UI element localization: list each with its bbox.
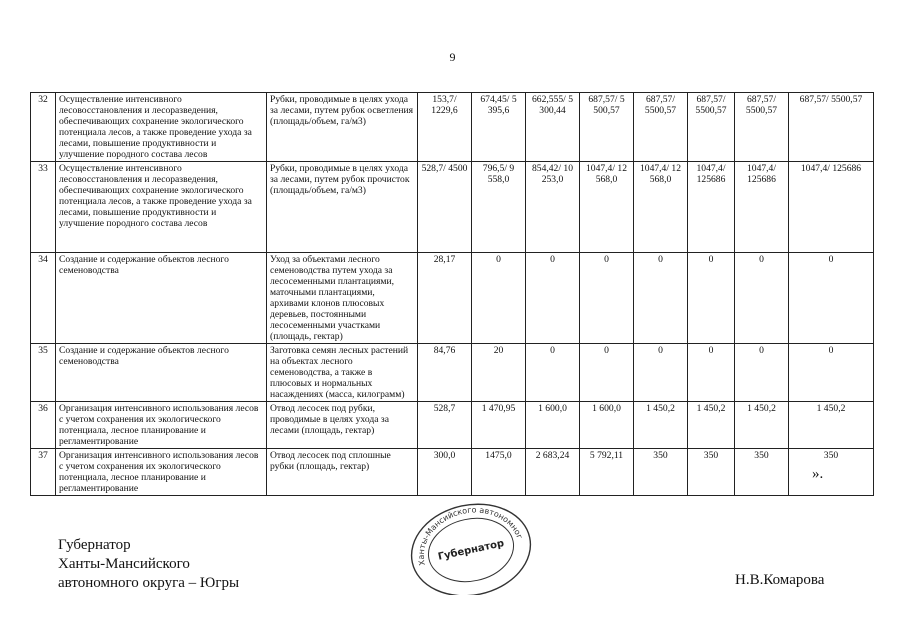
table-row	[31, 253, 874, 344]
value-cell: 0	[735, 253, 789, 344]
value-cell: 0	[634, 344, 688, 402]
activity-name: Создание и содержание объектов лесного семеноводства	[56, 344, 267, 402]
value-cell: 0	[688, 253, 735, 344]
value-cell: 1047,4/ 125686	[735, 162, 789, 253]
value-cell: 153,7/ 1229,6	[418, 93, 472, 162]
value-cell: 350	[789, 449, 874, 496]
value-cell: 674,45/ 5 395,6	[472, 93, 526, 162]
value-cell: 687,57/ 5500,57	[634, 93, 688, 162]
seal-ring-text: Ханты-Мансийского автономного	[416, 505, 525, 567]
table-row	[31, 162, 874, 253]
row-number: 35	[31, 344, 56, 402]
table-row	[31, 344, 874, 402]
value-cell: 28,17	[418, 253, 472, 344]
table-row	[31, 93, 874, 162]
value-cell: 0	[789, 344, 874, 402]
svg-text:Ханты-Мансийского автономного	[405, 495, 526, 570]
value-cell: 662,555/ 5 300,44	[526, 93, 580, 162]
value-cell: 1 600,0	[580, 402, 634, 449]
value-cell: 0	[526, 253, 580, 344]
indicator-name: Отвод лесосек под рубки, проводимые в целях ухода за лесами (площадь, гектар)	[267, 402, 418, 449]
value-cell: 1475,0	[472, 449, 526, 496]
signer-name: Н.В.Комарова	[735, 572, 825, 588]
seal-center-text: Губернатор	[437, 538, 506, 563]
value-cell: 1047,4/ 125686	[789, 162, 874, 253]
indicator-name: Отвод лесосек под сплошные рубки (площадь, гектар)	[267, 449, 418, 496]
table-row	[31, 449, 874, 496]
value-cell: 687,57/ 5500,57	[688, 93, 735, 162]
value-cell: 0	[580, 344, 634, 402]
value-cell: 350	[634, 449, 688, 496]
activity-name: Осуществление интенсивного лесовосстановления и лесоразведения, обеспечивающих сохранение экологического потенциала лесов, а также проведение ухода за лесами, повышение продуктивности и улучшение породного состава лесов	[56, 93, 267, 162]
value-cell: 20	[472, 344, 526, 402]
value-cell: 300,0	[418, 449, 472, 496]
value-cell: 1 450,2	[735, 402, 789, 449]
value-cell: 350	[688, 449, 735, 496]
value-cell: 1047,4/ 12 568,0	[580, 162, 634, 253]
value-cell: 687,57/ 5500,57	[735, 93, 789, 162]
activity-name: Осуществление интенсивного лесовосстановления и лесоразведения, обеспечивающих сохранение экологического потенциала лесов, а также проведение ухода за лесами, повышение продуктивности и улучшение породного состава лесов	[56, 162, 267, 253]
value-cell: 1 450,2	[634, 402, 688, 449]
value-cell: 1047,4/ 125686	[688, 162, 735, 253]
row-number: 36	[31, 402, 56, 449]
value-cell: 1 470,95	[472, 402, 526, 449]
signature-title-line2: Ханты-Мансийского	[58, 556, 190, 572]
official-seal	[405, 495, 535, 595]
indicator-name: Рубки, проводимые в целях ухода за лесами, путем рубок прочисток (площадь/объем, га/м3)	[267, 162, 418, 253]
value-cell: 0	[526, 344, 580, 402]
activity-name: Организация интенсивного использования лесов с учетом сохранения их экологического потенциала, лесное планирование и регламентирование	[56, 449, 267, 496]
indicator-name: Рубки, проводимые в целях ухода за лесами, путем рубок осветления (площадь/объем, га/м3)	[267, 93, 418, 162]
value-cell: 796,5/ 9 558,0	[472, 162, 526, 253]
value-cell: 528,7	[418, 402, 472, 449]
value-cell: 84,76	[418, 344, 472, 402]
value-cell: 0	[688, 344, 735, 402]
signature-title-line3: автономного округа – Югры	[58, 575, 240, 591]
activity-name: Создание и содержание объектов лесного семеноводства	[56, 253, 267, 344]
value-cell: 0	[735, 344, 789, 402]
value-cell: 1 450,2	[688, 402, 735, 449]
signature-block	[58, 536, 239, 593]
value-cell: 687,57/ 5 500,57	[580, 93, 634, 162]
page-number: 9	[449, 50, 456, 64]
row-number: 34	[31, 253, 56, 344]
closing-quote: ».	[812, 466, 824, 482]
value-cell: 350	[735, 449, 789, 496]
value-cell: 0	[634, 253, 688, 344]
value-cell: 854,42/ 10 253,0	[526, 162, 580, 253]
row-number: 33	[31, 162, 56, 253]
indicator-name: Уход за объектами лесного семеноводства путем ухода за лесосеменными плантациями, маточными плантациями, архивами клонов плюсовых деревьев, постоянными лесосеменными участками (площадь, гектар)	[267, 253, 418, 344]
value-cell: 5 792,11	[580, 449, 634, 496]
table-row	[31, 402, 874, 449]
value-cell: 0	[472, 253, 526, 344]
value-cell: 0	[789, 253, 874, 344]
activity-name: Организация интенсивного использования лесов с учетом сохранения их экологического потенциала, лесное планирование и регламентирование	[56, 402, 267, 449]
indicators-table	[30, 92, 874, 496]
value-cell: 2 683,24	[526, 449, 580, 496]
value-cell: 1047,4/ 12 568,0	[634, 162, 688, 253]
indicator-name: Заготовка семян лесных растений на объектах лесного семеноводства, а также в плюсовых и нормальных насаждениях (масса, килограмм)	[267, 344, 418, 402]
value-cell: 1 450,2	[789, 402, 874, 449]
signature-title-line1: Губернатор	[58, 537, 131, 553]
value-cell: 528,7/ 4500	[418, 162, 472, 253]
row-number: 32	[31, 93, 56, 162]
value-cell: 1 600,0	[526, 402, 580, 449]
value-cell: 687,57/ 5500,57	[789, 93, 874, 162]
value-cell: 0	[580, 253, 634, 344]
row-number: 37	[31, 449, 56, 496]
